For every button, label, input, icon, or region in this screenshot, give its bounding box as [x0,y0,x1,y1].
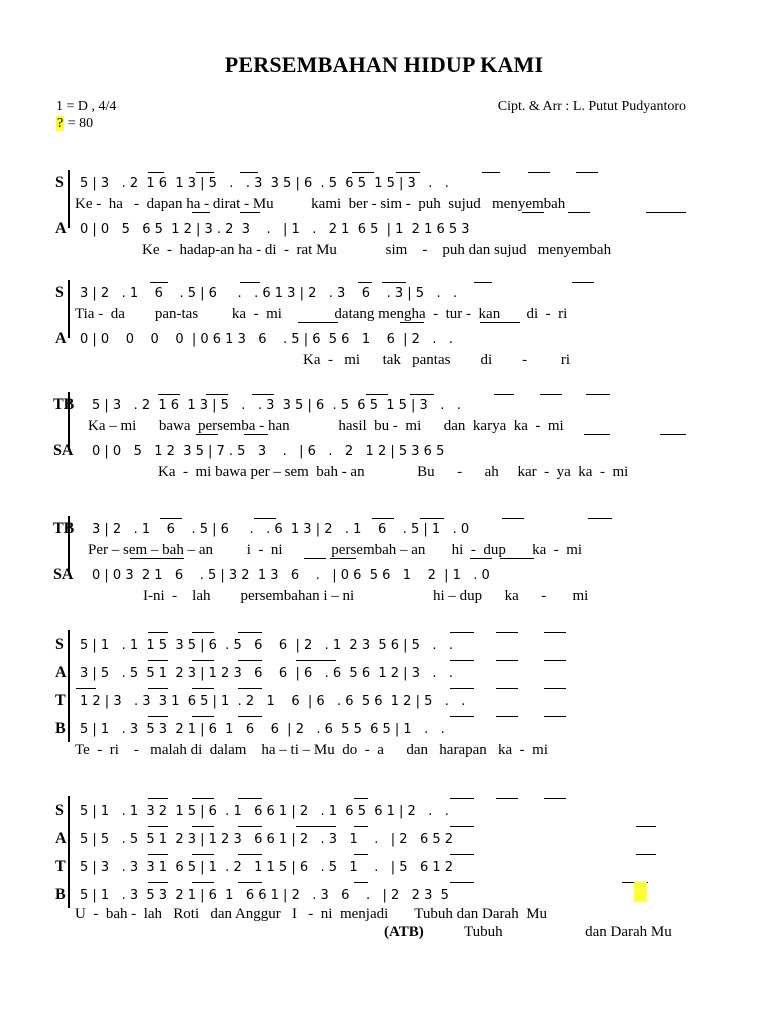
beam-line [148,716,168,717]
voice-label-sa: SA [53,566,74,583]
beam-line [148,172,164,173]
beam-line [496,660,518,661]
beam-line [528,172,550,173]
voice-label-sa: SA [53,442,74,459]
voice-label-s: S [55,636,64,653]
beam-line [238,716,262,717]
beam-line [298,322,338,323]
atb-lyric: Tubuh dan Darah Mu [464,924,672,940]
beam-line [502,518,524,519]
beam-line [482,172,500,173]
lyric-row-a: Ka - mi tak pantas di - ri [303,352,571,368]
beam-line [304,558,326,559]
beam-line [586,394,610,395]
voice-label-a: A [55,330,67,347]
beam-line [660,434,686,435]
notes-row-a: 0 | 0 0 0 0 | 0 6 1 3 6 . 5 | 6 5 6 1 6 | 2 . . [80,332,454,347]
beam-line [450,826,474,827]
notes-row-s: 3 | 2 . 1 6 . 5 | 6 . . 6 1 3 | 2 . 3 6 . 3 | 5 . . [80,286,458,301]
notes-row-a: 0 | 0 5 6 5 1 2 | 3 . 2 3 . | 1 . 2 1 6 5 | 1 2 1 6 5 3 [80,222,470,237]
beam-line [154,558,184,559]
beam-line [192,632,214,633]
beam-line [474,282,492,283]
notes-row-tb: 5 | 3 . 2 1 6 1 3 | 5 . . 3 3 5 | 6 . 5 6 5 1 5 | 3 . . [92,398,461,413]
beam-line [354,854,368,855]
beam-line [400,322,424,323]
beam-line [450,632,474,633]
beam-line [420,518,444,519]
beam-line [240,172,258,173]
notes-row-sa: 0 | 0 5 1 2 3 5 | 7 . 5 3 . | 6 . 2 1 2 | 5 3 6 5 [92,444,445,459]
voice-label-tb: TB [53,520,75,537]
notes-row-s: 5 | 1 . 1 3 2 1 5 | 6 . 1 6 6 1 | 2 . 1 6 5 6 1 | 2 . . [80,804,449,819]
lyric-row-b: U - bah - lah Roti dan Anggur I - ni menjadi Tubuh dan Darah Mu [75,906,548,922]
song-title: PERSEMBAHAN HIDUP KAMI [224,52,544,77]
notes-row-t: 5 | 3 . 3 3 1 6 5 | 1 . 2 1 1 5 | 6 . 5 1 . | 5 6 1 2 [80,860,454,875]
beam-line [496,798,518,799]
beam-line [192,660,214,661]
voice-label-s: S [55,802,64,819]
beam-line [244,434,268,435]
beam-line [296,826,336,827]
beam-line [150,282,168,283]
beam-line [410,394,434,395]
beam-line [192,716,214,717]
notes-row-a: 3 | 5 . 5 5 1 2 3 | 1 2 3 6 6 | 6 . 6 5 6 1 2 | 3 . . [80,666,454,681]
beam-line [496,632,518,633]
beam-line [500,558,534,559]
beam-line [450,854,474,855]
beam-line [238,882,262,883]
beam-line [568,212,590,213]
key-signature: 1 = D , 4/4 [56,99,117,114]
lyric-row-tb: Ka – mi bawa persemba - han hasil bu - mi dan karya ka - mi [88,418,564,434]
beam-line [496,716,518,717]
beam-line [148,798,168,799]
lyric-row-tb: Per – sem – bah – an i - ni persembah – an hi - dup ka - mi [88,542,583,558]
beam-line [646,212,686,213]
beam-line [238,632,262,633]
beam-line [148,632,168,633]
voice-label-a: A [55,220,67,237]
system-bracket [68,170,70,228]
voice-label-s: S [55,284,64,301]
notes-row-tb: 3 | 2 . 1 6 . 5 | 6 . . 6 1 3 | 2 . 1 6 . 5 | 1 . 0 [92,522,470,537]
beam-line [372,518,394,519]
beam-line [238,798,262,799]
beam-line [240,282,260,283]
beam-line [148,660,168,661]
beam-line [238,826,262,827]
notes-row-s: 5 | 1 . 1 1 5 3 5 | 6 . 5 6 6 | 2 . 1 2 3 5 6 | 5 . . [80,638,454,653]
beam-line [254,518,276,519]
beam-line [238,688,262,689]
notes-row-b: 5 | 1 . 3 5 3 2 1 | 6 1 6 6 | 2 . 6 5 5 6 5 | 1 . . [80,722,445,737]
beam-line [296,660,336,661]
beam-line [148,826,168,827]
beam-line [366,394,388,395]
beam-line [148,882,168,883]
lyric-row-a: Ke - hadap-an ha - di - rat Mu sim - puh dan sujud menyembah [142,242,612,258]
beam-line [450,660,474,661]
beam-line [544,798,566,799]
beam-line [544,632,566,633]
beam-line [76,688,96,689]
notes-row-b: 5 | 1 . 3 5 3 2 1 | 6 1 6 6 1 | 2 . 3 6 . | 2 2 3 5 [80,888,449,903]
beam-line [192,798,214,799]
notes-row-sa: 0 | 0 3 2 1 6 . 5 | 3 2 1 3 6 . | 0 6 5 6 1 2 | 1 . 0 [92,568,490,583]
notes-row-t: 1 2 | 3 . 3 3 1 6 5 | 1 . 2 1 6 | 6 . 6 5 6 1 2 | 5 . . [80,694,466,709]
notes-row-a: 5 | 5 . 5 5 1 2 3 | 1 2 3 6 6 1 | 2 . 3 1 . | 2 6 5 2 [80,832,454,847]
lyric-row-s: Ke - ha - dapan ha - dirat - Mu kami ber - sim - puh sujud menyembah [75,196,566,212]
lyric-row-sa: Ka - mi bawa per – sem bah - an Bu - ah kar - ya ka - mi [158,464,629,480]
beam-line [450,882,474,883]
composer-credit: Cipt. & Arr : L. Putut Pudyantoro [497,99,686,114]
voice-label-a: A [55,664,67,681]
beam-line [544,660,566,661]
tempo-symbol-highlight: ? [57,116,64,131]
beam-line [238,854,262,855]
beam-line [588,518,612,519]
beam-line [470,558,492,559]
atb-label: (ATB) [384,924,424,940]
beam-line [192,826,214,827]
voice-label-t: T [55,858,66,875]
beam-line [352,172,374,173]
beam-line [572,282,594,283]
beam-line [576,172,598,173]
beam-line [148,688,168,689]
beam-line [240,212,260,213]
highlighted-note-marker [634,882,647,902]
beam-line [196,172,214,173]
beam-line [148,854,168,855]
beam-line [540,394,562,395]
beam-line [450,716,474,717]
beam-line [158,394,180,395]
beam-line [206,394,228,395]
tempo-marking [56,116,93,132]
beam-line [496,688,518,689]
beam-line [396,172,420,173]
beam-line [584,434,610,435]
system-bracket [68,796,70,908]
voice-label-b: B [55,886,66,903]
beam-line [354,882,368,883]
beam-line [358,282,372,283]
beam-line [480,322,520,323]
beam-line [354,826,368,827]
beam-line [192,688,214,689]
beam-line [494,394,514,395]
voice-label-b: B [55,720,66,737]
beam-line [192,882,214,883]
beam-line [450,688,474,689]
beam-line [450,798,474,799]
beam-line [382,282,406,283]
lyric-row-b: Te - ri - malah di dalam ha – ti – Mu do - a dan harapan ka - mi [75,742,548,758]
beam-line [636,826,656,827]
beam-line [544,688,566,689]
beam-line [252,394,274,395]
system-bracket [68,280,70,338]
beam-line [522,212,544,213]
beam-line [354,798,368,799]
beam-line [238,660,262,661]
voice-label-tb: TB [53,396,75,413]
beam-line [544,716,566,717]
voice-label-a: A [55,830,67,847]
system-bracket [68,630,70,742]
beam-line [636,854,656,855]
beam-line [130,558,154,559]
beam-line [192,212,210,213]
beam-line [330,558,356,559]
beam-line [160,518,182,519]
beam-line [196,434,218,435]
lyric-row-sa: I-ni - lah persembahan i – ni hi – dup ka - mi [143,588,589,604]
voice-label-t: T [55,692,66,709]
voice-label-s: S [55,174,64,191]
lyric-row-s: Tia - da pan-tas ka - mi datang mengha - tur - kan di - ri [75,306,568,322]
beam-line [192,854,214,855]
tempo-value: = 80 [64,116,94,131]
notes-row-s: 5 | 3 . 2 1 6 1 3 | 5 . . 3 3 5 | 6 . 5 6 5 1 5 | 3 . . [80,176,449,191]
